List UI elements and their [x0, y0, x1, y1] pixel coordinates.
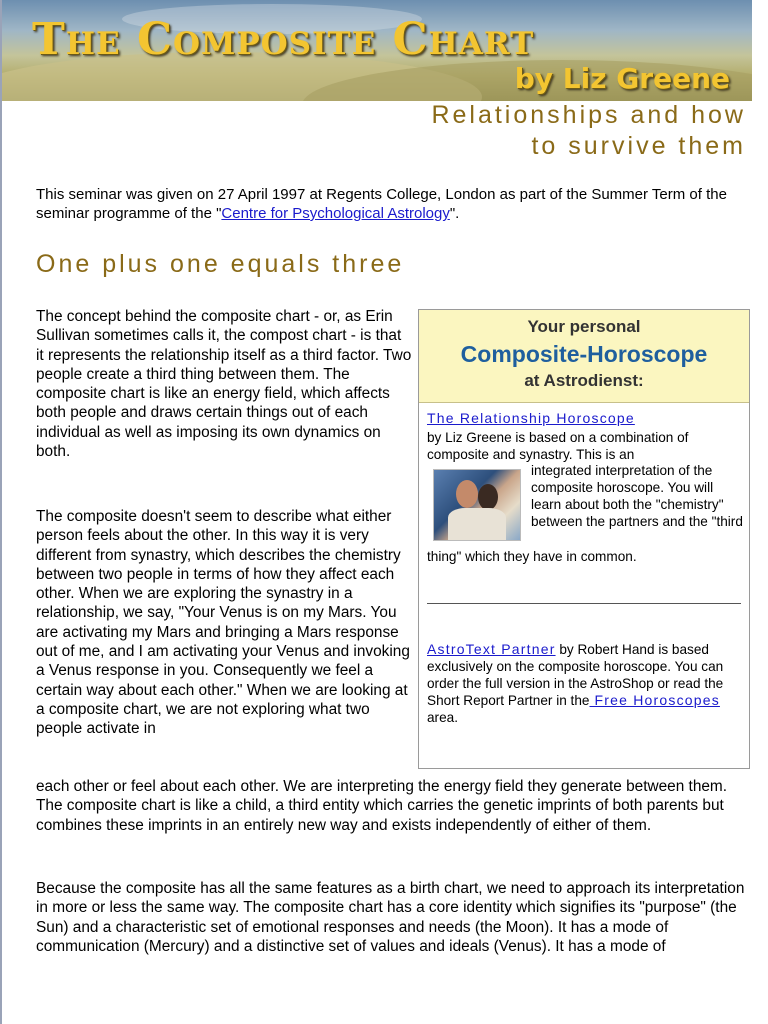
photo-figure [448, 508, 506, 540]
astrotext-partner-text-end: area. [427, 710, 458, 725]
sidebar-box [418, 309, 750, 769]
relationship-horoscope-description: by Liz Greene is based on a combination of composite and synastry. This is an [427, 430, 689, 462]
page-left-border [0, 0, 2, 1024]
subtitle-line-2: to survive them [531, 132, 746, 160]
astrotext-partner-text: by Robert Hand is based exclusively on the composite horoscope. You can order the full version in the AstroShop or read the Short Report Partner in the [427, 642, 724, 708]
body-paragraph-2-continued: each other or feel about each other. We are interpreting the energy field they generate between them. The composite chart is like a child, a third entity which carries the genetic imprints of both parents but combines these imprints in an entirely new way and exists independently of either of them. [36, 778, 728, 834]
subtitle-line-1: Relationships and how [431, 101, 746, 129]
couple-photo [433, 469, 521, 541]
body-paragraph-1: The concept behind the composite chart - or, as Erin Sullivan sometimes calls it, the compost chart - is that it represents the relationship itself as a third factor. Two people create a third thing between them. The composite chart is like an energy field, which affects both people and draws certain things out of each individual as well as imposing its own dynamics on both. [36, 308, 412, 461]
intro-text-end: ". [449, 205, 460, 222]
astrotext-partner-link[interactable]: AstroText Partner [427, 641, 556, 657]
photo-figure [478, 484, 498, 510]
relationship-horoscope-link[interactable]: The Relationship Horoscope [427, 410, 635, 426]
banner-title: The Composite Chart [32, 14, 535, 65]
free-horoscopes-link[interactable]: Free Horoscopes [589, 692, 720, 708]
composite-horoscope-ad[interactable] [419, 310, 749, 403]
section-heading: One plus one equals three [36, 250, 405, 278]
body-paragraph-2: The composite doesn't seem to describe what either person feels about the other. In this way it is very different from synastry, which describes the chemistry between two people in terms of how they affect each other. When we are exploring the synastry in a relationship, we say, "Your Venus is on my Mars. You are activating my Mars and bringing a Mars response out of me, and I am activating your Venus and invoking a Venus response in you. Consequently we feel a certain way about each other." When we are looking at a composite chart, we are not exploring what two people activate in [36, 508, 410, 738]
intro-paragraph [36, 185, 746, 223]
ad-line-2: Composite-Horoscope [460, 341, 708, 367]
sidebar-divider [427, 603, 741, 604]
page-subtitle [431, 100, 746, 162]
banner-author: by Liz Greene [514, 62, 730, 95]
astrotext-partner-description [427, 641, 743, 726]
body-paragraph-3: Because the composite has all the same features as a birth chart, we need to approach its interpretation in more or less the same way. The composite chart has a core identity which signifies its "purpose" (the Sun) and a characteristic set of emotional responses and needs (the Moon). It has a mode of communication (Mercury) and a distinctive set of values and ideals (Venus). It has a mode of [36, 880, 745, 955]
intro-text: This seminar was given on 27 April 1997 at Regents College, London as part of the Summer Term of the seminar programme of the " [36, 186, 727, 222]
header-banner [2, 0, 752, 101]
relationship-horoscope-description-3: thing" which they have in common. [427, 549, 637, 564]
ad-line-1: Your personal [527, 317, 641, 336]
relationship-horoscope-description-2: integrated interpretation of the composite horoscope. You will learn about both the "chemistry" between the partners and the "third [531, 463, 743, 529]
cpa-link[interactable]: Centre for Psychological Astrology [221, 205, 450, 222]
ad-line-3: at Astrodienst: [524, 371, 644, 390]
photo-figure [456, 480, 478, 508]
